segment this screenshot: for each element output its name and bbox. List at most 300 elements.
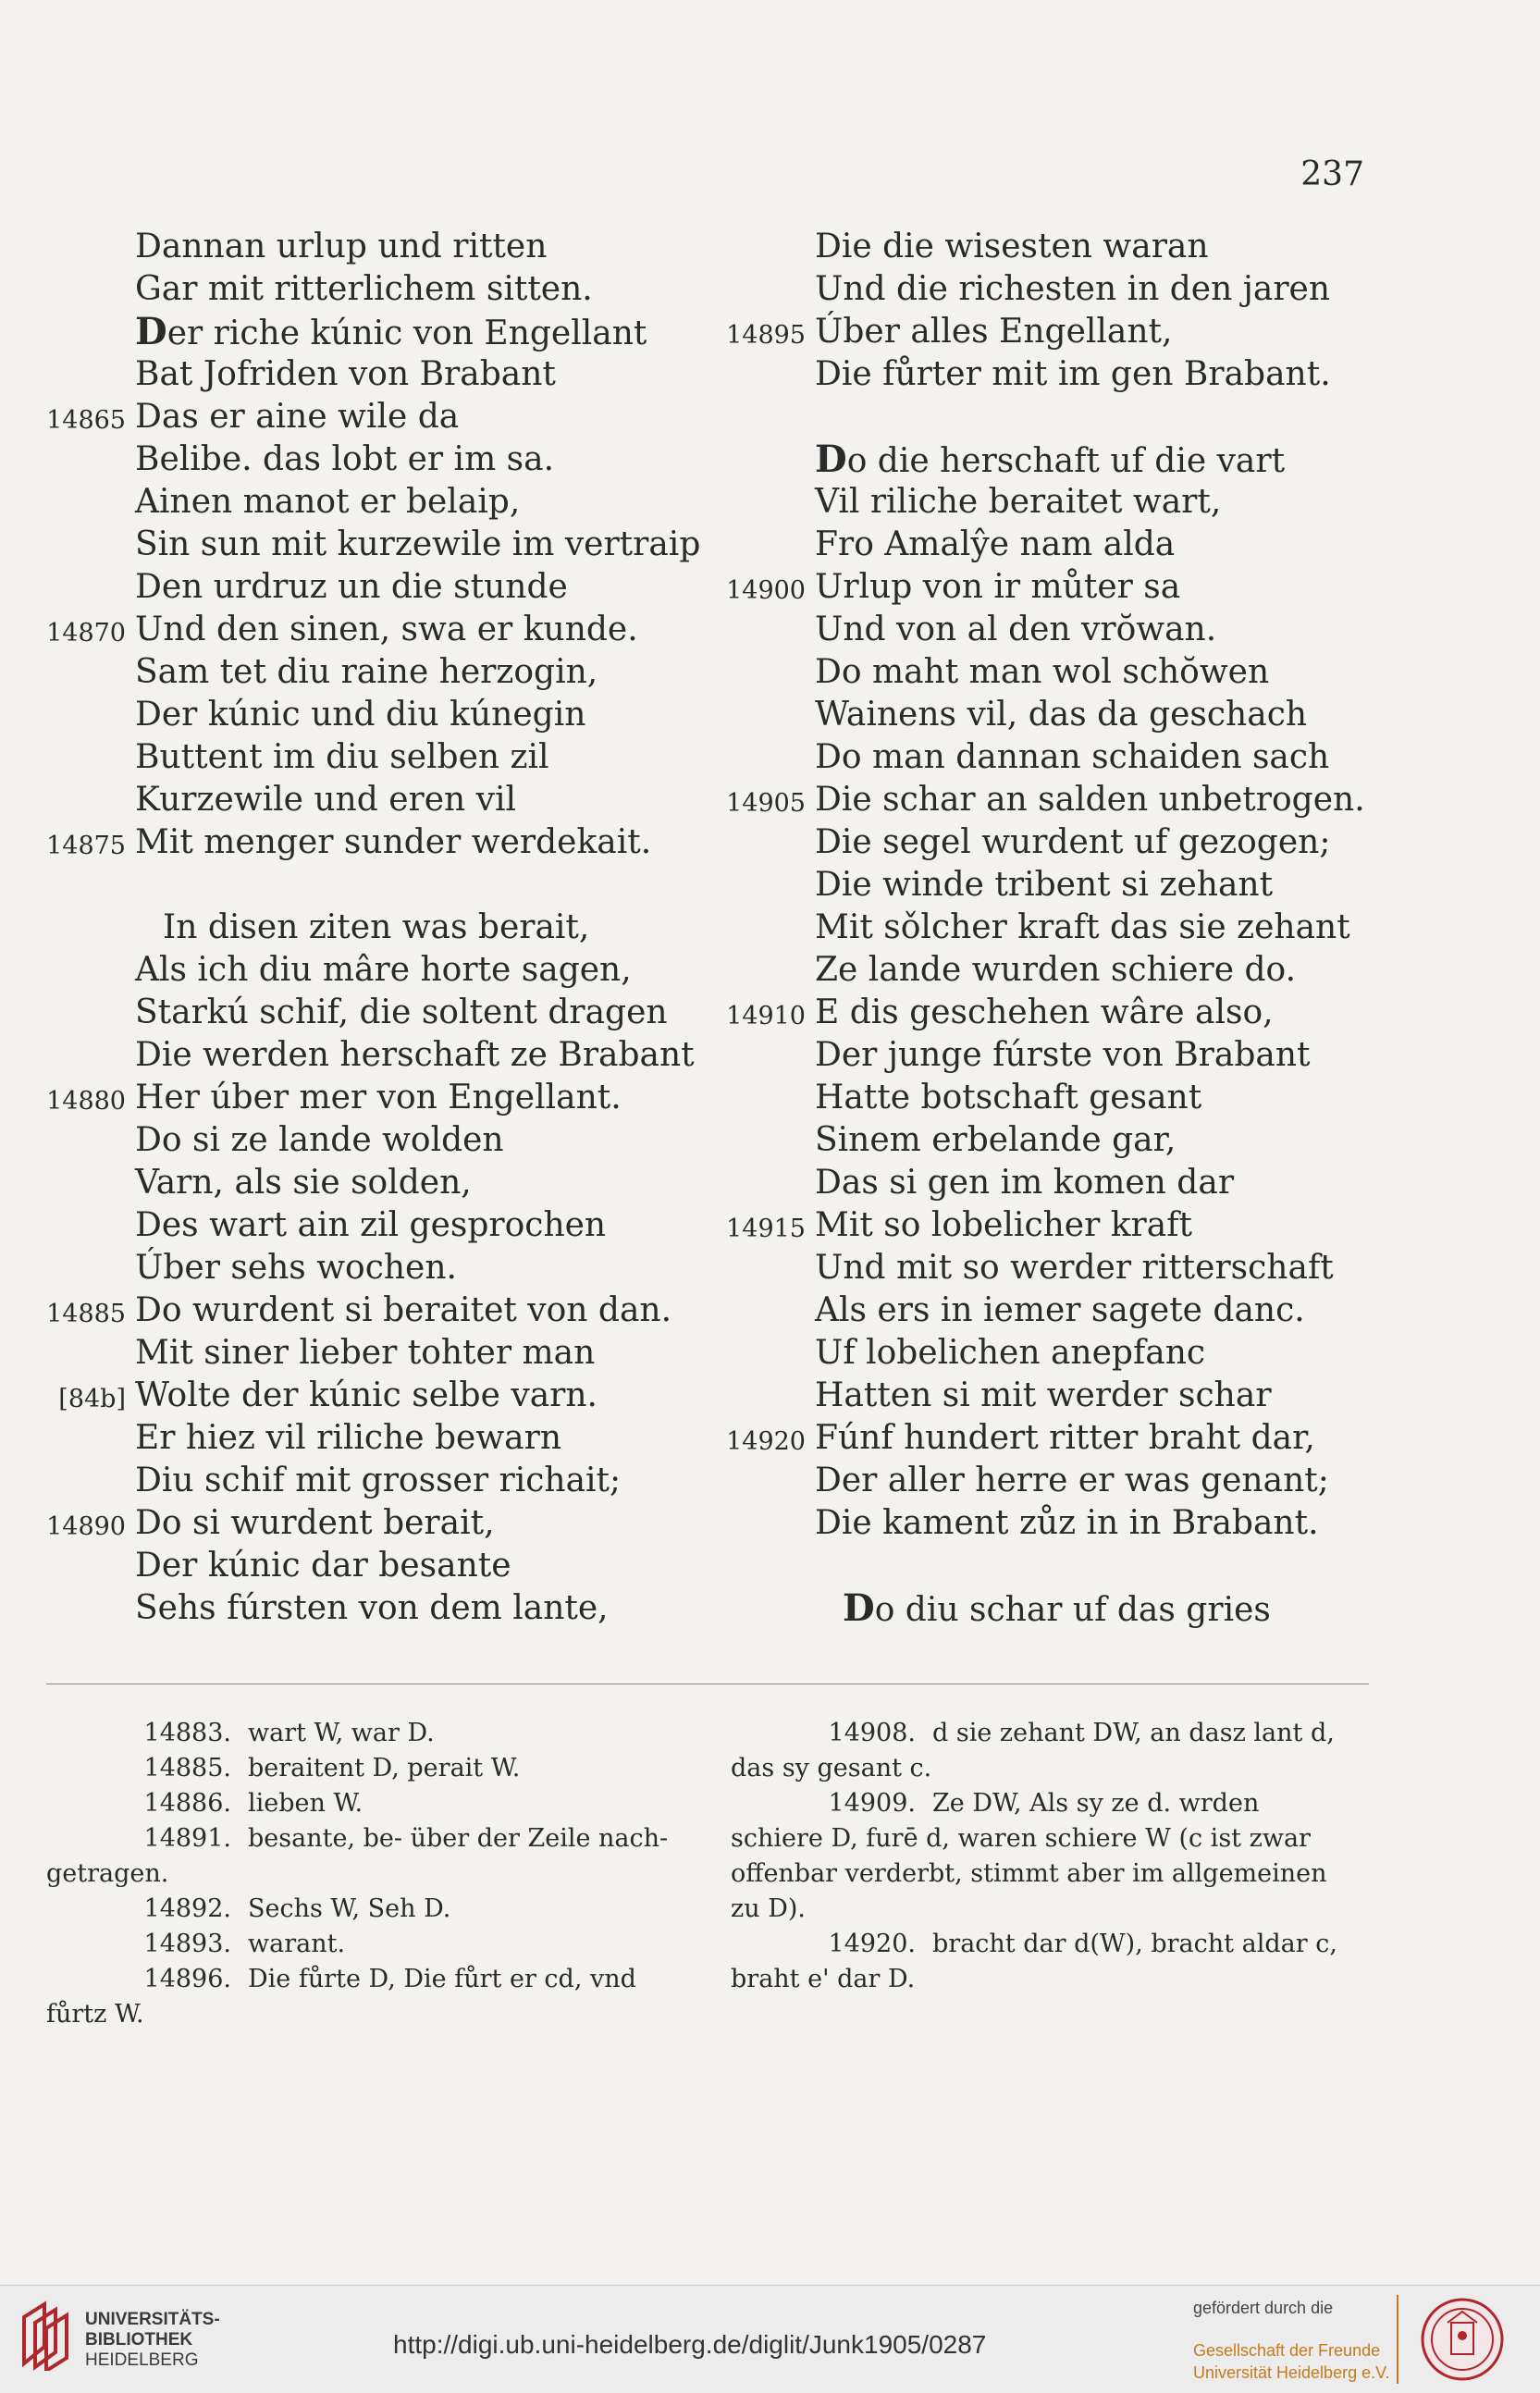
verse-line-number [708, 353, 811, 396]
verse-body: Mit siner lieber tohter man [135, 1334, 596, 1372]
verse-line [708, 609, 1374, 651]
verse-line-number [28, 1417, 131, 1460]
verse-line-number [708, 1247, 811, 1289]
footnote-line [731, 1927, 1369, 1962]
verse-line-number [708, 268, 811, 311]
verse-text [811, 1460, 1329, 1502]
verse-body: Vil riliche beraitet wart, [815, 483, 1222, 521]
verse-text [811, 1247, 1334, 1289]
verse-line [708, 1375, 1374, 1417]
verse-body: o diu schar uf das gries [874, 1591, 1271, 1629]
verse-text [811, 268, 1330, 311]
verse-line-number [28, 1460, 131, 1502]
footnote-text: d sie zehant DW, an dasz lant d, [932, 1719, 1335, 1747]
verse-line [708, 268, 1374, 311]
verse-line-number [28, 524, 131, 566]
verse-line-number [28, 226, 131, 268]
verse-text [131, 736, 549, 779]
drop-initial: D [843, 1586, 875, 1630]
verse-line-number [28, 353, 131, 396]
verse-body: Do wurdent si beraitet von dan. [135, 1291, 672, 1329]
verse-text [131, 1162, 472, 1204]
verse-text [131, 1077, 622, 1119]
verse-body: Uf lobelichen anepfanc [815, 1334, 1206, 1372]
footnote-line [731, 1716, 1369, 1751]
verse-line-number [708, 481, 811, 524]
verse-line-number [708, 949, 811, 992]
verse-line-number [28, 1034, 131, 1077]
footnote-line [46, 1751, 684, 1786]
verse-line-number [708, 1162, 811, 1204]
verse-text [131, 1587, 609, 1630]
verse-line-number [708, 1034, 811, 1077]
footnote-text: getragen. [46, 1859, 169, 1888]
verse-body: Die schar an salden unbetrogen. [815, 781, 1365, 819]
verse-text [131, 609, 638, 651]
library-line-2: BIBLIOTHEK [85, 2330, 193, 2350]
verse-body: Do maht man wol schŏwen [815, 653, 1270, 691]
verse-line [708, 1204, 1374, 1247]
verse-body: Des wart ain zil gesprochen [135, 1206, 607, 1244]
verse-body: Die segel wurdent uf gezogen; [815, 823, 1331, 861]
verse-line [708, 736, 1374, 779]
verse-body: Mit menger sunder werdekait. [135, 823, 652, 861]
verse-body: Starkú schif, die soltent dragen [135, 993, 668, 1031]
verse-body: Kurzewile und eren vil [135, 781, 517, 819]
verse-line-number [28, 694, 131, 736]
verse-line-number [708, 907, 811, 949]
verse-body: Der kúnic und diu kúnegin [135, 696, 586, 734]
verse-line-number [708, 609, 811, 651]
verse-body: Hatte botschaft gesant [815, 1079, 1202, 1116]
verse-line [708, 1417, 1374, 1460]
sponsor-name-line-2: Universität Heidelberg e.V. [1193, 2363, 1390, 2382]
verse-text [811, 1587, 1271, 1630]
verse-line [28, 353, 712, 396]
verse-line [28, 1119, 712, 1162]
verse-text [131, 779, 516, 821]
verse-line [28, 1204, 712, 1247]
verse-text [131, 694, 585, 736]
sponsor-block [1193, 2297, 1389, 2384]
verse-line [28, 396, 712, 438]
verse-body: Das er aine wile da [135, 398, 460, 436]
verse-body: Dannan urlup und ritten [135, 228, 548, 265]
verse-line-number [28, 566, 131, 609]
verse-text [131, 311, 647, 353]
sponsor-label: gefördert durch die [1193, 2299, 1334, 2317]
verse-text [131, 268, 593, 311]
verse-line [28, 1417, 712, 1460]
drop-initial: D [135, 310, 167, 353]
verse-body: er riche kúnic von Engellant [166, 315, 647, 352]
verse-line [28, 438, 712, 481]
verse-line [28, 1162, 712, 1204]
verse-line [708, 821, 1374, 864]
verse-line-number: 14915 [726, 1215, 806, 1243]
footnotes-right [731, 1716, 1369, 1997]
verse-body: Und die richesten in den jaren [815, 270, 1331, 308]
verse-text [811, 821, 1330, 864]
verse-line-number [28, 481, 131, 524]
verse-line [708, 1332, 1374, 1375]
verse-line [708, 311, 1374, 353]
page-number: 237 [1300, 155, 1364, 193]
verse-body: Die werden herschaft ze Brabant [135, 1036, 695, 1074]
library-line-3: HEIDELBERG [85, 2350, 199, 2370]
footnote-line [731, 1821, 1369, 1856]
verse-line-number: 14880 [46, 1087, 126, 1116]
footnote-line [731, 1962, 1369, 1997]
verse-line-number [28, 311, 131, 353]
verse-line [28, 821, 712, 864]
verse-line [708, 1247, 1374, 1289]
verse-body: Ze lande wurden schiere do. [815, 951, 1297, 989]
verse-text [811, 1204, 1192, 1247]
verse-body: Sinem erbelande gar, [815, 1121, 1177, 1159]
verse-line-number: 14875 [46, 832, 126, 860]
stanza-gap [708, 1545, 1374, 1587]
footnote-ref: 14891. [143, 1824, 231, 1853]
verse-text [811, 992, 1274, 1034]
verse-line [28, 268, 712, 311]
verse-line-number [28, 949, 131, 992]
verse-text [131, 821, 651, 864]
verse-text [131, 438, 554, 481]
verse-body: Úber alles Engellant, [815, 313, 1173, 351]
digitization-footer [0, 2285, 1540, 2393]
verse-body: Als ers in iemer sagete danc. [815, 1291, 1305, 1329]
verse-line-number [708, 864, 811, 907]
verse-text [811, 566, 1180, 609]
verse-line [28, 311, 712, 353]
verse-line [28, 1077, 712, 1119]
footnote-text: Die fůrte D, Die fůrt er cd, vnd [248, 1965, 636, 1993]
verse-body: Varn, als sie solden, [135, 1164, 472, 1202]
verse-line [708, 438, 1374, 481]
drop-initial: D [815, 438, 847, 481]
verse-text [131, 1034, 695, 1077]
university-seal-icon [1420, 2297, 1505, 2382]
verse-line [28, 1460, 712, 1502]
verse-line-number [708, 226, 811, 268]
verse-body: Belibe. das lobt er im sa. [135, 440, 555, 478]
verse-line-number [708, 651, 811, 694]
verse-line-number [708, 736, 811, 779]
verse-body: Ainen manot er belaip, [135, 483, 521, 521]
footnote-line [46, 1892, 684, 1927]
verse-line [708, 566, 1374, 609]
verse-body: Als ich diu mâre horte sagen, [135, 951, 632, 989]
footnote-text: wart W, war D. [248, 1719, 435, 1747]
verse-text [811, 1332, 1205, 1375]
verse-body: Bat Jofriden von Brabant [135, 355, 556, 393]
verse-body: Sin sun mit kurzewile im vertraip [135, 525, 701, 563]
verse-line [28, 481, 712, 524]
verse-text [131, 1332, 595, 1375]
verse-text [811, 1162, 1234, 1204]
verse-line-number: [84b] [58, 1385, 126, 1413]
verse-body: Die kament zůz in in Brabant. [815, 1504, 1319, 1542]
verse-text [131, 949, 632, 992]
stanza-gap [28, 864, 712, 907]
verse-text [811, 694, 1307, 736]
verse-text [131, 1289, 671, 1332]
verse-text [811, 438, 1285, 481]
verse-body: Und von al den vrŏwan. [815, 611, 1217, 648]
verse-text [131, 1502, 495, 1545]
verse-line-number [28, 438, 131, 481]
verse-text [811, 1034, 1310, 1077]
source-url-link[interactable]: http://digi.ub.uni-heidelberg.de/diglit/Junk1905/0287 [393, 2330, 987, 2359]
footnote-line [731, 1892, 1369, 1927]
verse-line [28, 1289, 712, 1332]
verse-line-number [708, 1289, 811, 1332]
footnote-line [46, 1997, 684, 2032]
footnote-ref: 14883. [143, 1719, 231, 1747]
footnote-ref: 14920. [828, 1930, 916, 1958]
verse-text [811, 1289, 1305, 1332]
verse-body: Úber sehs wochen. [135, 1249, 457, 1287]
verse-body: Der aller herre er was genant; [815, 1462, 1329, 1499]
verse-body: Her úber mer von Engellant. [135, 1079, 622, 1116]
verse-line [708, 651, 1374, 694]
verse-line [28, 524, 712, 566]
verse-body: Der junge fúrste von Brabant [815, 1036, 1311, 1074]
verse-line [708, 226, 1374, 268]
verse-text [131, 651, 598, 694]
verse-text [131, 353, 556, 396]
verse-body: Die die wisesten waran [815, 228, 1209, 265]
footnote-line [46, 1927, 684, 1962]
footnote-ref: 14886. [143, 1789, 231, 1818]
verse-line-number [28, 779, 131, 821]
verse-text [811, 1417, 1315, 1460]
verse-line-number [708, 1502, 811, 1545]
verse-line-number [708, 821, 811, 864]
verse-line [708, 1502, 1374, 1545]
verse-line-number: 14905 [726, 789, 806, 818]
footnote-line [731, 1856, 1369, 1892]
footnote-ref: 14909. [828, 1789, 916, 1818]
footnote-text: Ze DW, Als sy ze d. wrden [932, 1789, 1260, 1818]
verse-body: Den urdruz un die stunde [135, 568, 568, 606]
verse-line-number: 14895 [726, 321, 806, 350]
verse-line-number: 14890 [46, 1512, 126, 1541]
library-name [85, 2310, 220, 2371]
verse-line-number [28, 1247, 131, 1289]
footnote-text: warant. [248, 1930, 346, 1958]
verse-body: E dis geschehen wâre also, [815, 993, 1274, 1031]
verse-line [708, 481, 1374, 524]
verse-text [811, 311, 1172, 353]
verse-body: Sehs fúrsten von dem lante, [135, 1589, 609, 1627]
right-verse-column [708, 226, 1374, 1630]
verse-text [811, 907, 1350, 949]
verse-line [708, 779, 1374, 821]
verse-body: Do si ze lande wolden [135, 1121, 504, 1159]
verse-text [131, 226, 547, 268]
verse-text [131, 1375, 598, 1417]
verse-text [811, 779, 1365, 821]
verse-body: Diu schif mit grosser richait; [135, 1462, 622, 1499]
footnote-text: schiere D, furē d, waren schiere W (c ist zwar [731, 1824, 1311, 1853]
verse-line-number: 14910 [726, 1002, 806, 1030]
verse-body: Urlup von ir můter sa [815, 568, 1181, 606]
verse-line-number [708, 1119, 811, 1162]
verse-body: Fúnf hundert ritter braht dar, [815, 1419, 1315, 1457]
verse-line-number [28, 1587, 131, 1630]
footnote-line [731, 1751, 1369, 1786]
verse-line [28, 651, 712, 694]
verse-text [131, 396, 459, 438]
verse-line [708, 949, 1374, 992]
verse-line-number [708, 694, 811, 736]
verse-body: Wainens vil, das da geschach [815, 696, 1308, 734]
footnote-text: offenbar verderbt, stimmt aber im allgemeinen [731, 1859, 1327, 1888]
verse-line [28, 779, 712, 821]
sponsor-divider [1397, 2295, 1398, 2384]
verse-line [28, 226, 712, 268]
verse-body: Do si wurdent berait, [135, 1504, 495, 1542]
verse-line-number [28, 1204, 131, 1247]
verse-body: o die herschaft uf die vart [846, 442, 1286, 480]
verse-line [708, 353, 1374, 396]
verse-line-number [28, 736, 131, 779]
verse-text [131, 481, 520, 524]
verse-line [708, 1162, 1374, 1204]
footnote-ref: 14892. [143, 1894, 231, 1923]
verse-line [28, 694, 712, 736]
verse-line [708, 694, 1374, 736]
verse-text [811, 226, 1209, 268]
verse-body: Mit sǒlcher kraft das sie zehant [815, 908, 1350, 946]
verse-line-number [28, 907, 131, 949]
verse-text [131, 1460, 621, 1502]
footnote-text: beraitent D, perait W. [248, 1754, 521, 1782]
verse-line [708, 1119, 1374, 1162]
footnote-text: lieben W. [248, 1789, 363, 1818]
verse-body: Wolte der kúnic selbe varn. [135, 1376, 598, 1414]
verse-line [28, 992, 712, 1034]
footnote-line [731, 1786, 1369, 1821]
verse-text [811, 1502, 1319, 1545]
verse-line-number [28, 1162, 131, 1204]
footnote-ref: 14893. [143, 1930, 231, 1958]
verse-text [131, 524, 700, 566]
verse-body: Und den sinen, swa er kunde. [135, 611, 638, 648]
verse-line-number [28, 268, 131, 311]
verse-line [28, 1545, 712, 1587]
footnote-ref: 14896. [143, 1965, 231, 1993]
verse-line [28, 907, 712, 949]
verse-line [708, 1034, 1374, 1077]
verse-line [708, 524, 1374, 566]
verse-text [811, 864, 1273, 907]
footnote-text: das sy gesant c. [731, 1754, 932, 1782]
footnote-ref: 14885. [143, 1754, 231, 1782]
verse-body: Hatten si mit werder schar [815, 1376, 1272, 1414]
verse-text [131, 1545, 511, 1587]
verse-text [811, 353, 1331, 396]
verse-line-number [28, 651, 131, 694]
verse-text [811, 1077, 1201, 1119]
verse-text [131, 1119, 504, 1162]
verse-body: Das si gen im komen dar [815, 1164, 1235, 1202]
verse-line [708, 992, 1374, 1034]
verse-text [131, 1247, 457, 1289]
stanza-gap [708, 396, 1374, 438]
verse-line [28, 566, 712, 609]
footnote-ref: 14908. [828, 1719, 916, 1747]
verse-line-number [28, 1332, 131, 1375]
verse-line-number: 14870 [46, 619, 126, 648]
verse-line-number: 14865 [46, 406, 126, 435]
verse-line [28, 609, 712, 651]
footnote-text: fůrtz W. [46, 2000, 144, 2029]
verse-text [811, 949, 1296, 992]
verse-line [28, 1034, 712, 1077]
verse-line-number: 14920 [726, 1427, 806, 1456]
verse-line-number [708, 1375, 811, 1417]
footnote-line [46, 1962, 684, 1997]
verse-text [811, 524, 1175, 566]
footnote-text: braht e' dar D. [731, 1965, 916, 1993]
footnote-text: zu D). [731, 1894, 806, 1923]
verse-body: Do man dannan schaiden sach [815, 738, 1330, 776]
verse-text [131, 907, 589, 949]
footnote-text: Sechs W, Seh D. [248, 1894, 451, 1923]
verse-line-number [708, 1077, 811, 1119]
verse-body: Fro Amalŷe nam alda [815, 525, 1176, 563]
verse-line [28, 1332, 712, 1375]
verse-line [708, 1289, 1374, 1332]
verse-line [28, 736, 712, 779]
footnote-text: besante, be- über der Zeile nach- [248, 1824, 669, 1853]
verse-body: Sam tet diu raine herzogin, [135, 653, 598, 691]
verse-line [28, 1247, 712, 1289]
footnote-line [46, 1786, 684, 1821]
verse-text [811, 609, 1216, 651]
footnotes-left [46, 1716, 684, 2032]
verse-line-number [708, 1587, 811, 1630]
verse-line-number [708, 1460, 811, 1502]
verse-text [811, 1119, 1176, 1162]
footnote-line [46, 1856, 684, 1892]
verse-text [131, 566, 568, 609]
verse-line [28, 1587, 712, 1630]
verse-line-number [708, 438, 811, 481]
verse-text [131, 1204, 606, 1247]
verse-line-number [28, 1545, 131, 1587]
verse-line-number [708, 524, 811, 566]
library-line-1: UNIVERSITÄTS- [85, 2310, 220, 2329]
verse-body: In disen ziten was berait, [163, 908, 590, 946]
verse-body: Der kúnic dar besante [135, 1547, 511, 1585]
verse-line [708, 907, 1374, 949]
verse-text [811, 736, 1329, 779]
verse-text [811, 651, 1269, 694]
verse-line [28, 1375, 712, 1417]
university-library-logo-icon [17, 2299, 76, 2371]
verse-line [708, 1460, 1374, 1502]
verse-text [811, 1375, 1272, 1417]
verse-body: Buttent im diu selben zil [135, 738, 549, 776]
verse-line [708, 1077, 1374, 1119]
verse-line-number [28, 1119, 131, 1162]
footnote-text: bracht dar d(W), bracht aldar c, [932, 1930, 1337, 1958]
verse-body: Die winde tribent si zehant [815, 866, 1274, 904]
